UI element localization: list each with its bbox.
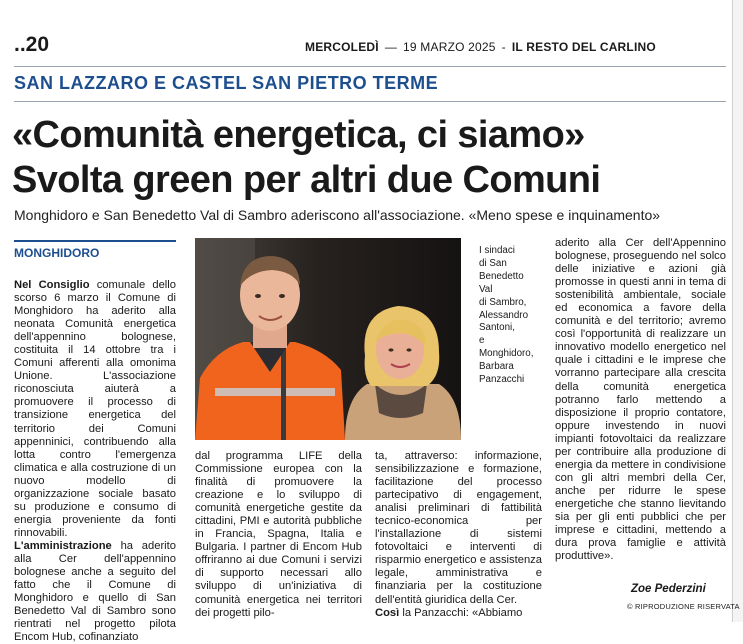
paragraph-text: ta, attraverso: informazione, sensibilizzazione e formazione, facilitazione del processo partecipativo di engagement, analisi preliminari di fattibilità tecnico-economica per l'installazione di sistemi fotovoltaici e interventi di risparmio energetico e assistenza legale, amministrativa e finanziaria per la costituzione dell'entità giuridica della Cer. [375, 450, 542, 606]
header-date: 19 MARZO 2025 [403, 40, 496, 54]
caption-line: I sindaci [479, 245, 515, 256]
header-paper: IL RESTO DEL CARLINO [511, 40, 656, 54]
paragraph-text: la Panzacchi: «Abbiamo [402, 606, 523, 619]
section-title: SAN LAZZARO E CASTEL SAN PIETRO TERME [14, 73, 439, 93]
headline-line1: «Comunità energetica, ci siamo» [12, 114, 585, 156]
caption-line: e [479, 335, 485, 347]
caption-line: Alessandro [479, 309, 529, 321]
author-byline: Zoe Pederzini [631, 583, 706, 595]
paragraph-text: comunale dello scorso 6 marzo il Comune di Monghidoro ha aderito alla neonata Comunità energetica dell'appennino bolognese, costituita il 14 ottobre tra i Comuni afferenti alla omonima Unione. L'associazione riconosciuta aiuterà a promuovere il processo di transizione energetica del territorio dei Comuni appenninici, contribuendo alla lotta contro l'emergenza climatica e alla costruzione di un nuovo modello di organizzazione sociale basato su produzione e consumo di energia proveniente da fonti rinnovabili. [14, 279, 176, 539]
header-day: MERCOLEDÌ [305, 40, 379, 54]
divider [14, 66, 726, 67]
caption-line: di San [479, 257, 507, 269]
adjacent-page-edge [732, 0, 743, 622]
article-column-1 [14, 279, 176, 644]
article-column-3 [375, 450, 542, 620]
page-header: MERCOLEDÌ — 19 MARZO 2025 - IL RESTO DEL CARLINO [305, 40, 656, 54]
subtitle: Monghidoro e San Benedetto Val di Sambro aderiscono all'associazione. «Meno spese e inquinamento» [14, 207, 661, 223]
paragraph-text: dal programma LIFE della Commissione europea con la finalità di promuovere la creazione e lo sviluppo di comunità energetiche gestite da cittadini, PMI e autorità pubbliche in Francia, Spagna, Italia e Bulgaria. I partner di Encom Hub offriranno ai due Comuni i servizi di supporto necessari allo sviluppo di un'iniziativa di comunità energetica nei territori dei progetti pilo- [195, 450, 362, 619]
kicker-rule [14, 240, 176, 242]
caption-line: Barbara [479, 361, 514, 373]
caption-line: Benedetto [479, 270, 524, 282]
caption-line: Monghidoro, [479, 348, 534, 360]
divider [14, 101, 726, 102]
paragraph-lead: Così [375, 606, 400, 619]
copyright-notice: © RIPRODUZIONE RISERVATA [627, 602, 740, 611]
page-number: ..20 [14, 33, 50, 56]
mayors-photo [195, 238, 461, 440]
caption-line: Val [479, 283, 493, 295]
caption-line: Santoni, [479, 322, 515, 334]
paragraph-lead: L'amministrazione [14, 539, 112, 552]
kicker: MONGHIDORO [14, 246, 100, 260]
caption-line: Panzacchi [479, 374, 525, 386]
paragraph-text: aderito alla Cer dell'Appennino bolognese, proseguendo nel solco delle iniziative e azioni già promosse in questi anni in tema di sostenibilità ambientale, sociale ed economica a favore della comunità e del territorio; avremo così l'opportunità di realizzare un innovativo modello energetico nel quale i cittadini e le imprese che vorranno partecipare alla crescita della comunità energetica potranno farlo mettendo a disposizione il proprio contatore, oppure investendo in nuovi impianti fotovoltaici da realizzare per contribuire alla produzione di energia da mettere in condivisione con gli altri membri della Cer, anche per ridurre le spese energetiche che stanno lievitando sia per gli enti pubblici che per imprese e cittadini, mettendo a dura prova famiglie e attività produttive». [555, 237, 726, 563]
caption-line: di Sambro, [479, 296, 527, 308]
article-column-4 [555, 237, 726, 563]
headline-line2: Svolta green per altri due Comuni [12, 159, 601, 201]
paragraph-text: ha aderito alla Cer dell'appennino bolognese anche a seguito del fatto che il Comune di Monghidoro e quello di San Benedetto Val di Sambro sono rientrati nel progetto pilota Encom Hub, cofinanziato [14, 539, 176, 644]
photo-caption [479, 245, 541, 387]
paragraph-lead: Nel Consiglio [14, 279, 90, 291]
article-column-2 [195, 450, 362, 620]
